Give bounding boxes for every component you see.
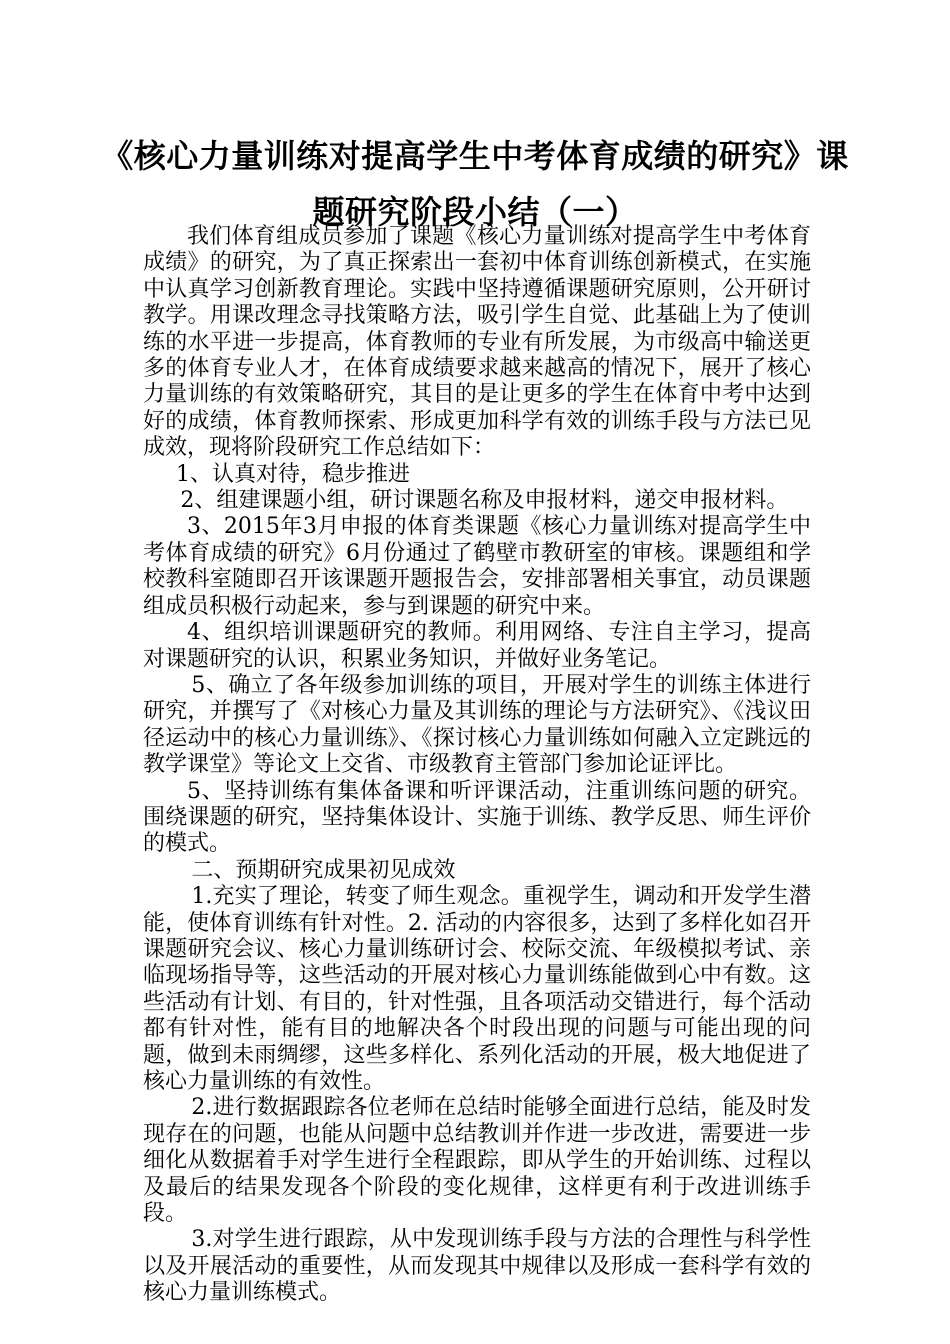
paragraph-item-5b: 5、坚持训练有集体备课和听评课活动，注重训练问题的研究。围绕课题的研究，坚持集体设计、实施于训练、教学反思、师生评价的模式。 xyxy=(143,778,811,857)
paragraph-item-3: 3、2015年3月申报的体育类课题《核心力量训练对提高学生中考体育成绩的研究》6月份通过了鹤壁市教研室的审核。课题组和学校教科室随即召开该课题开题报告会，安排部署相关事宜，动员课题组成员积极行动起来，参与到课题的研究中来。 xyxy=(143,514,811,619)
document-title: 《核心力量训练对提高学生中考体育成绩的研究》课题研究阶段小结（一） xyxy=(101,137,849,231)
document-body xyxy=(143,224,811,1307)
paragraph-item-5a: 5、确立了各年级参加训练的项目，开展对学生的训练主体进行研究，并撰写了《对核心力量及其训练的理论与方法研究》、《浅议田径运动中的核心力量训练》、《探讨核心力量训练如何融入立定跳远的教学课堂》等论文上交省、市级教育主管部门参加论证评比。 xyxy=(143,672,811,778)
paragraph-result-3: 3.对学生进行跟踪，从中发现训练手段与方法的合理性与科学性以及开展活动的重要性，从而发现其中规律以及形成一套科学有效的核心力量训练模式。 xyxy=(143,1227,811,1306)
paragraph-item-1: 1、认真对待，稳步推进 xyxy=(176,461,410,487)
section-heading-2: 二、预期研究成果初见成效 xyxy=(191,857,456,883)
paragraph-item-2: 2、组建课题小组，研讨课题名称及申报材料，递交申报材料。 xyxy=(180,488,789,514)
paragraph-result-2: 2.进行数据跟踪各位老师在总结时能够全面进行总结，能及时发现存在的问题，也能从问题中总结教训并作进一步改进，需要进一步细化从数据着手对学生进行全程跟踪，即从学生的开始训练、过程以及最后的结果发现各个阶段的变化规律，这样更有利于改进训练手段。 xyxy=(143,1095,811,1227)
paragraph-item-4: 4、组织培训课题研究的教师。利用网络、专注自主学习，提高对课题研究的认识，积累业务知识，并做好业务笔记。 xyxy=(143,620,811,672)
paragraph-result-1: 1.充实了理论，转变了师生观念。重视学生，调动和开发学生潜能，使体育训练有针对性。2. 活动的内容很多，达到了多样化如召开课题研究会议、核心力量训练研讨会、校际交流、年级模拟考试、亲临现场指导等，这些活动的开展对核心力量训练能做到心中有数。这些活动有计划、有目的，针对性强，且各项活动交错进行，每个活动都有针对性，能有目的地解决各个时段出现的问题与可能出现的问题，做到未雨绸缪，这些多样化、系列化活动的开展，极大地促进了核心力量训练的有效性。 xyxy=(143,884,811,1094)
paragraph-intro: 我们体育组成员参加了课题《核心力量训练对提高学生中考体育成绩》的研究，为了真正探索出一套初中体育训练创新模式，在实施中认真学习创新教育理论。实践中坚持遵循课题研究原则，公开研讨教学。用课改理念寻找策略方法，吸引学生自觉、此基础上为了使训练的水平进一步提高，体育教师的专业有所发展，为市级高中输送更多的体育专业人才，在体育成绩要求越来越高的情况下，展开了核心力量训练的有效策略研究，其目的是让更多的学生在体育中考中达到好的成绩，体育教师探索、形成更加科学有效的训练手段与方法已见成效，现将阶段研究工作总结如下： xyxy=(143,224,811,461)
